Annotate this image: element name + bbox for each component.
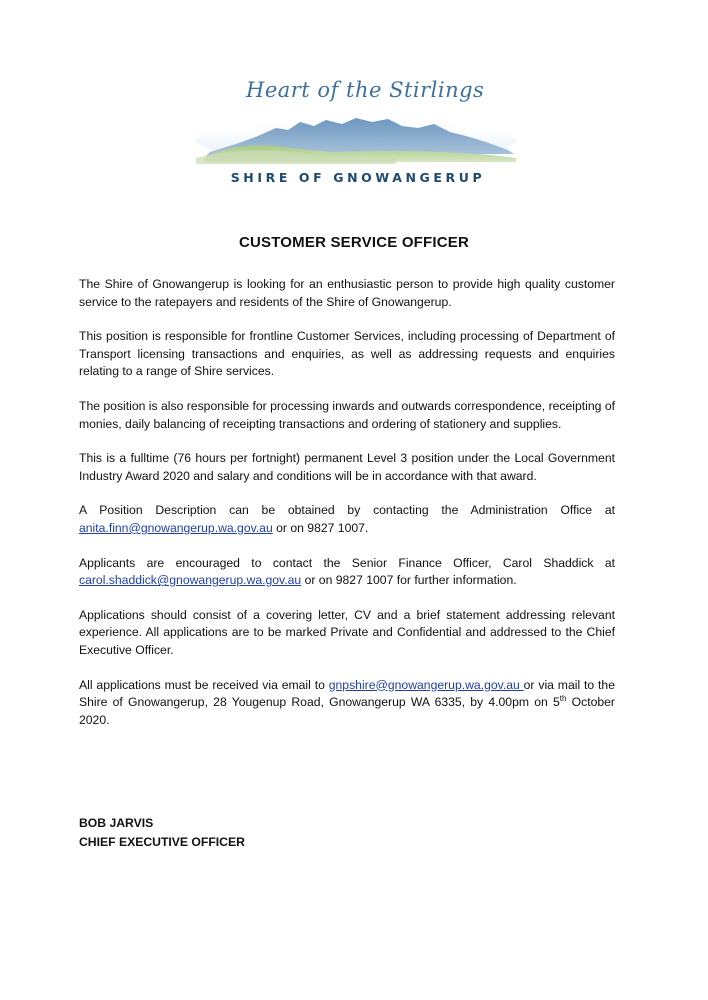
paragraph-employment-terms: This is a fulltime (76 hours per fortnight) permanent Level 3 position under the Local Government Industry Award 2020 and salary and conditions will be in accordance with that award. xyxy=(79,451,615,483)
paragraph-text: or on 9827 1007 for further information. xyxy=(301,573,517,588)
paragraph-text: or on 9827 1007. xyxy=(272,520,369,535)
paragraph-position-description xyxy=(79,502,615,537)
paragraph-text: October 2020. xyxy=(79,695,615,727)
document-body xyxy=(79,276,615,746)
signatory-title: CHIEF EXECUTIVE OFFICER xyxy=(79,835,245,849)
paragraph-submission-details xyxy=(79,677,615,730)
paragraph-intro: The Shire of Gnowangerup is looking for an enthusiastic person to provide high quality customer service to the ratepayers and residents of the Shire of Gnowangerup. xyxy=(79,277,615,309)
shire-logo xyxy=(196,78,520,190)
paragraph-text: Applicants are encouraged to contact the Senior Finance Officer, Carol Shaddick at xyxy=(79,555,615,570)
email-link-gnpshire[interactable]: gnpshire@gnowangerup.wa.gov.au xyxy=(328,677,524,692)
paragraph-text: All applications must be received via email to xyxy=(79,677,329,692)
signatory-name: BOB JARVIS xyxy=(79,816,154,830)
paragraph-responsibilities: This position is responsible for frontline Customer Services, including processing of Department of Transport licensing transactions and enquiries, as well as addressing requests and enquiries relating to a range of Shire services. xyxy=(79,329,615,379)
paragraph-text: A Position Description can be obtained by contacting the Administration Office at xyxy=(79,503,615,518)
paragraph-contact-officer xyxy=(79,555,615,590)
logo-script-text: Heart of the Stirlings xyxy=(246,78,485,102)
signature-block xyxy=(79,814,245,852)
paragraph-application-requirements: Applications should consist of a covering letter, CV and a brief statement addressing relevant experience. All applications are to be marked Private and Confidential and addressed to the Chief Executive Officer. xyxy=(79,607,615,657)
paragraph-text: or via mail to the Shire of Gnowangerup, 28 Yougenup Road, Gnowangerup WA 6335, by 4.00pm on 5 xyxy=(79,677,615,710)
logo-org-name: SHIRE OF GNOWANGERUP xyxy=(230,170,486,185)
ordinal-suffix: th xyxy=(559,694,567,704)
email-link-anita[interactable]: anita.finn@gnowangerup.wa.gov.au xyxy=(79,520,273,535)
page-title: CUSTOMER SERVICE OFFICER xyxy=(238,234,470,251)
paragraph-additional-duties: The position is also responsible for processing inwards and outwards correspondence, receipting of monies, daily balancing of receipting transactions and ordering of stationery and supplies. xyxy=(79,398,615,431)
email-link-carol[interactable]: carol.shaddick@gnowangerup.wa.gov.au xyxy=(79,573,302,588)
